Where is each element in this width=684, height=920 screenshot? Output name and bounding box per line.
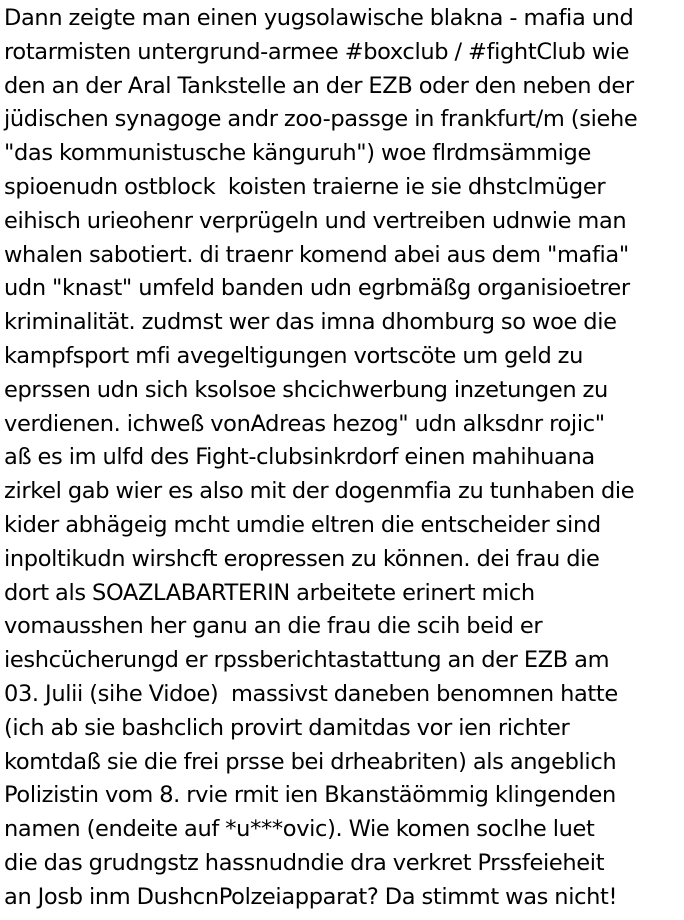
text-line: Polizistin vom 8. rvie rmit ien Bkanstäömmig klingenden: [4, 782, 616, 809]
text-line: rotarmisten untergrund-armee #boxclub / #fightClub wie: [4, 38, 630, 65]
text-line: komtdaß sie die frei prsse bei drheabriten) als angeblich: [4, 748, 617, 775]
text-line: den an der Aral Tankstelle an der EZB oder den neben der: [4, 72, 634, 99]
text-line: (ich ab sie bashclich provirt damitdas vor ien richter: [4, 714, 570, 741]
text-line: jüdischen synagoge andr zoo-passge in frankfurt/m (siehe: [4, 106, 638, 133]
text-line: whalen sabotiert. di traenr komend abei aus dem "mafia": [4, 241, 629, 268]
text-line: kampfsport mfi avegeltigungen vortscöte um geld zu: [4, 342, 584, 369]
text-line: an Josb inm DushcnPolzeiapparat? Da stimmt was nicht!: [4, 883, 618, 910]
text-line: udn "knast" umfeld banden udn egrbmäßg organisioetrer: [4, 275, 630, 302]
text-line: die das grudngstz hassnudndie dra verkret Prssfeieheit: [4, 849, 605, 876]
text-line: kider abhägeig mcht umdie eltren die entscheider sind: [4, 511, 601, 538]
text-line: Dann zeigte man einen yugsolawische blakna - mafia und: [4, 5, 634, 31]
text-line: 03. Julii (sihe Vidoe) massivst daneben benomnen hatte: [4, 680, 618, 707]
text-line: eihisch urieohenr verprügeln und vertreiben udnwie man: [4, 207, 627, 234]
text-line: aß es im ulfd des Fight-clubsinkrdorf einen mahihuana: [4, 444, 595, 471]
text-line: dort als SOAZLABARTERIN arbeitete erinert mich: [4, 579, 535, 606]
document-page: [4, 2, 684, 915]
text-line: spioenudn ostblock koisten traierne ie sie dhstclmüger: [4, 173, 606, 200]
text-line: vomausshen her ganu an die frau die scih beid er: [4, 613, 543, 640]
text-line: "das kommunistusche känguruh") woe flrdmsämmige: [4, 140, 591, 167]
text-line: ieshcücherungd er rpssberichtastattung an der EZB am: [4, 647, 610, 674]
text-line: namen (endeite auf *u***ovic). Wie komen soclhe luet: [4, 816, 595, 843]
text-line: kriminalität. zudmst wer das imna dhomburg so woe die: [4, 309, 617, 336]
text-line: inpoltikudn wirshcft eropressen zu können. dei frau die: [4, 545, 600, 572]
text-line: eprssen udn sich ksolsoe shcichwerbung inzetungen zu: [4, 376, 608, 403]
text-line: verdienen. ichweß vonAdreas hezog" udn alksdnr rojic": [4, 410, 605, 437]
text-line: zirkel gab wier es also mit der dogenmfia zu tunhaben die: [4, 478, 635, 505]
